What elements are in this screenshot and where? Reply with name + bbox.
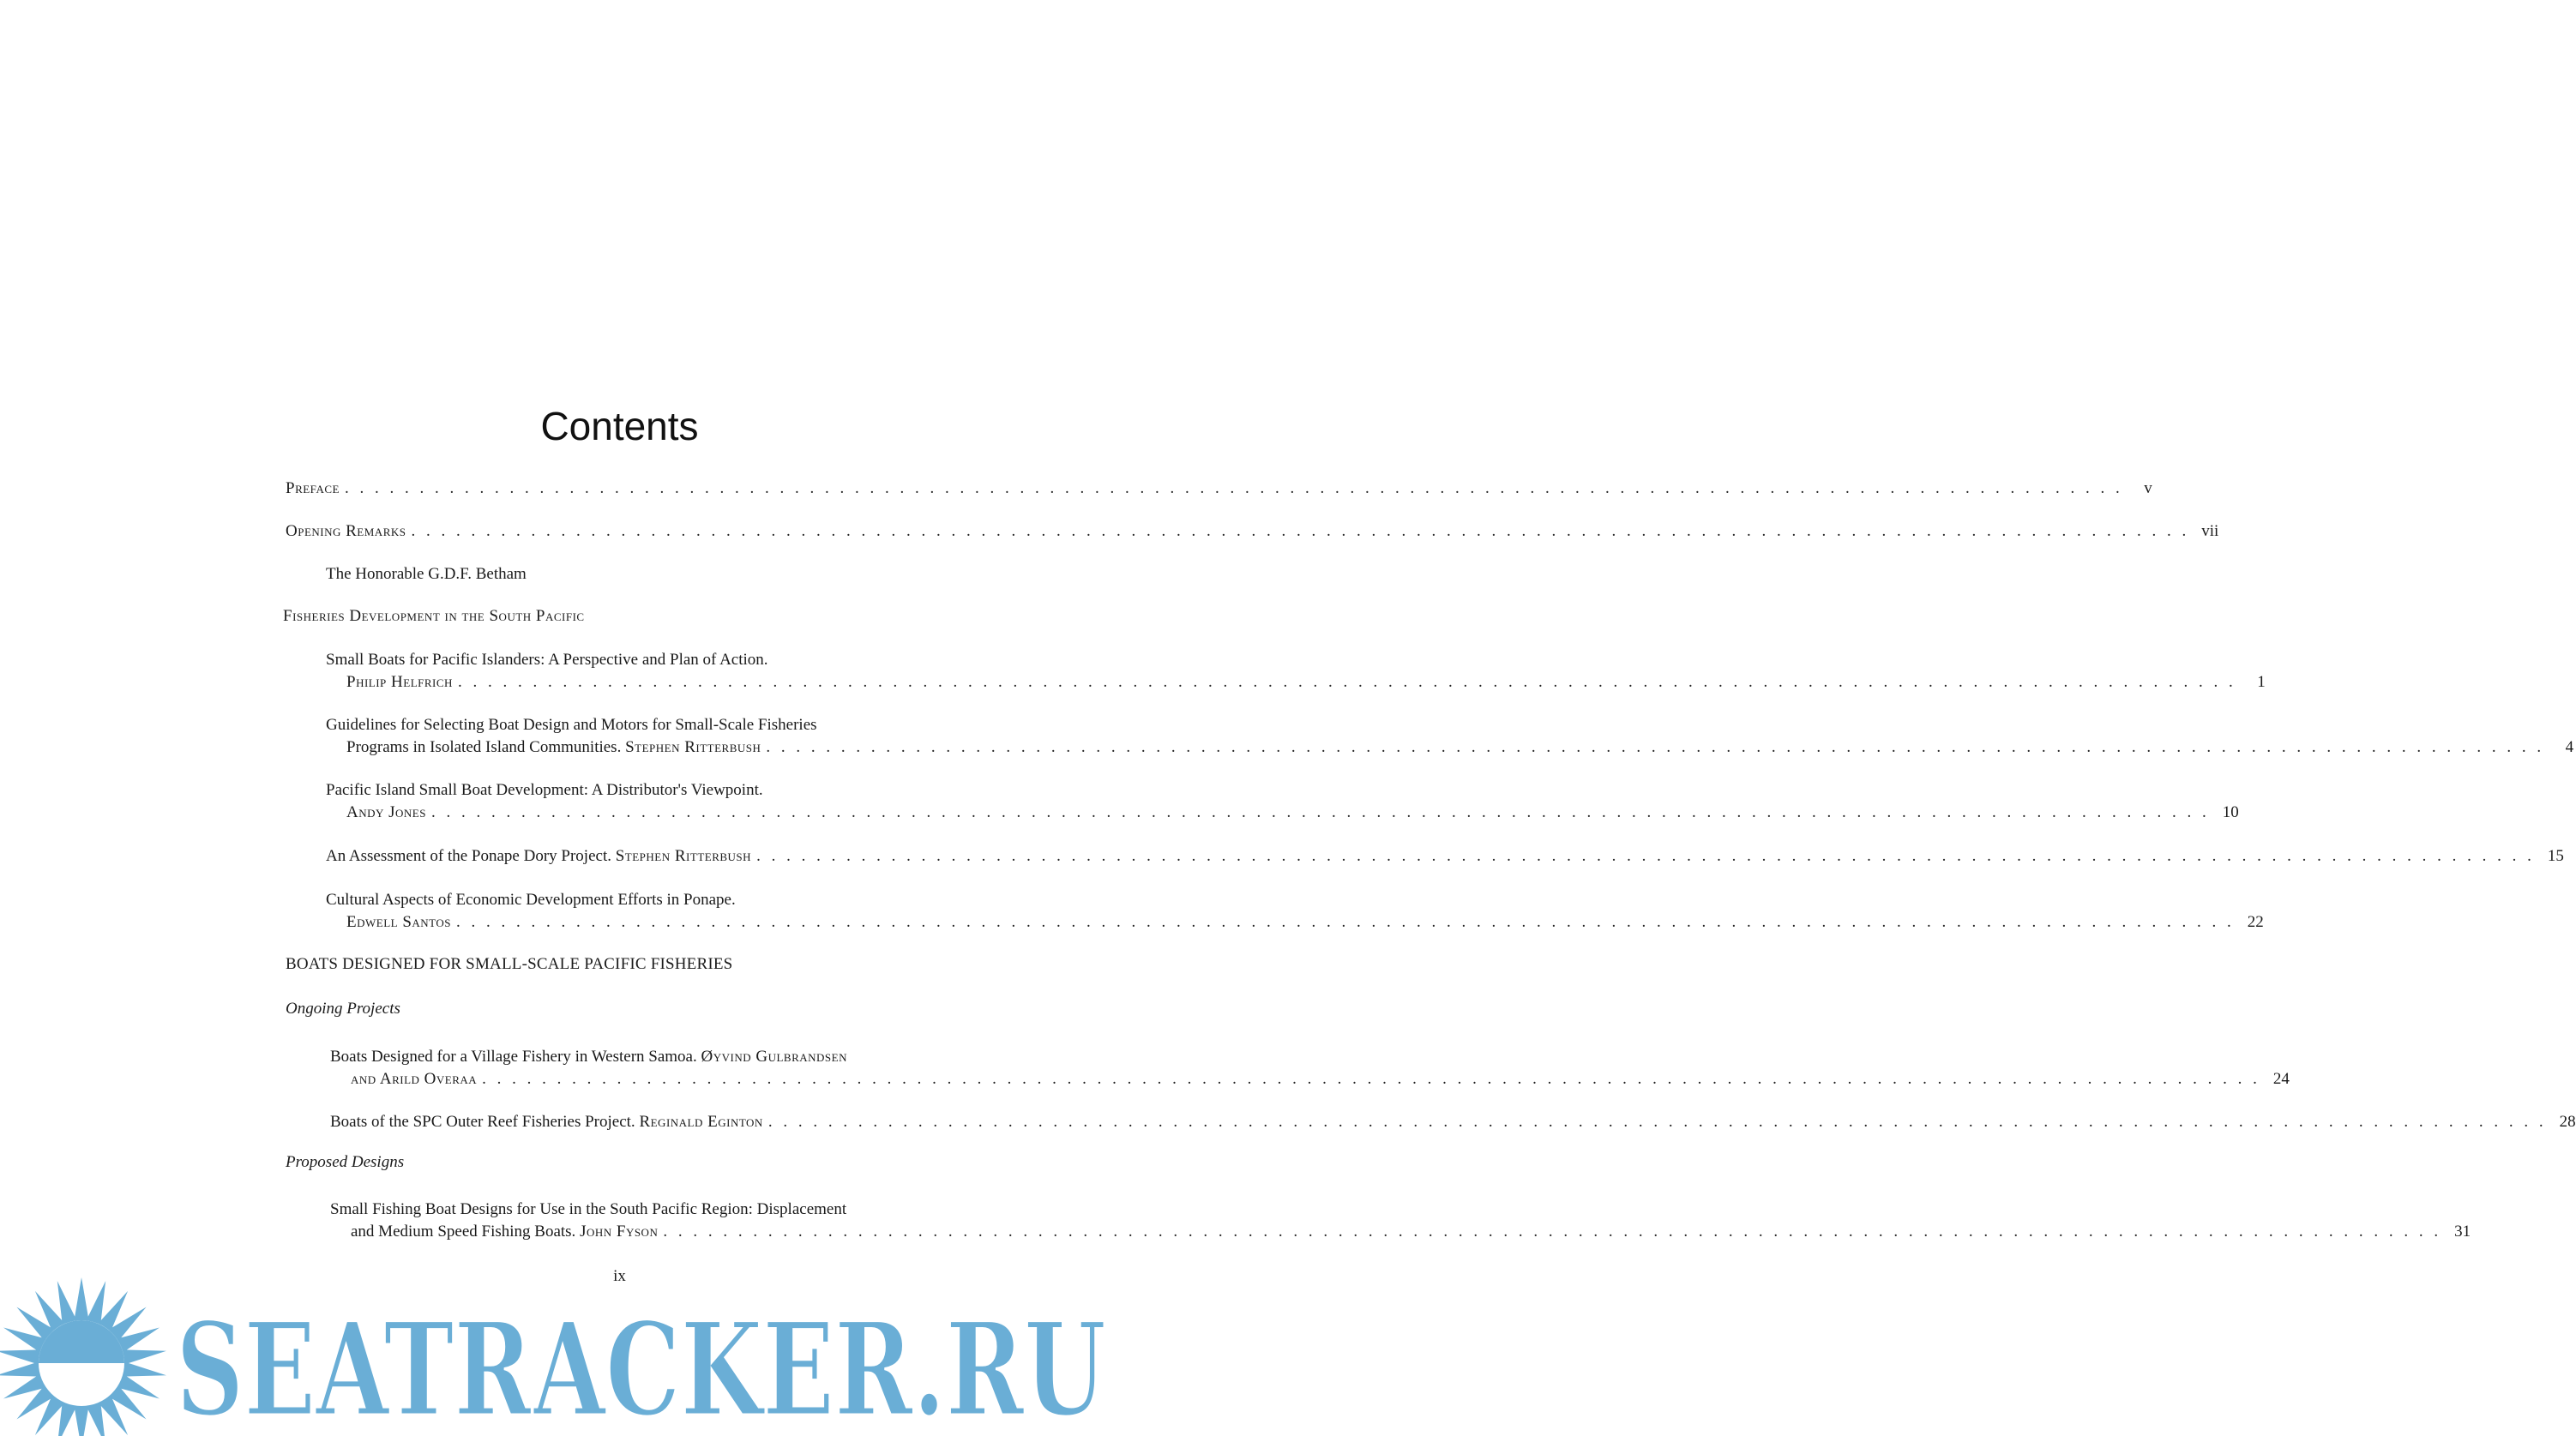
toc-page: 31 bbox=[2454, 1223, 2471, 1241]
toc-page: 24 bbox=[2272, 1070, 2290, 1088]
toc-entry-preface[interactable] bbox=[286, 478, 2152, 500]
toc-author: Øyvind Gulbrandsen bbox=[701, 1048, 847, 1066]
toc-page: 22 bbox=[2247, 913, 2264, 931]
toc-label: Preface bbox=[286, 479, 340, 497]
toc-author: Stephen Ritterbush bbox=[615, 847, 752, 865]
toc-page: v bbox=[2144, 479, 2152, 497]
toc-page: 15 bbox=[2547, 847, 2564, 865]
toc-title: An Assessment of the Ponape Dory Project. bbox=[326, 847, 611, 865]
toc-entry-ritterbush-guidelines[interactable] bbox=[326, 714, 2574, 759]
toc-page: vii bbox=[2201, 522, 2219, 540]
leader-dots bbox=[766, 736, 2544, 759]
toc-title: Small Fishing Boat Designs for Use in the South Pacific Region: Displacement bbox=[330, 1200, 847, 1218]
leader-dots bbox=[456, 911, 2235, 934]
leader-dots bbox=[482, 1068, 2260, 1091]
leader-dots bbox=[768, 1111, 2547, 1133]
section-heading-fisheries: Fisheries Development in the South Pacific bbox=[283, 607, 585, 625]
section-heading-boats: BOATS DESIGNED FOR SMALL-SCALE PACIFIC FISHERIES bbox=[286, 955, 733, 973]
page-title: Contents bbox=[540, 404, 699, 448]
toc-page: 1 bbox=[2257, 673, 2266, 691]
toc-entry-fyson[interactable] bbox=[330, 1199, 2471, 1243]
page-number: ix bbox=[613, 1267, 626, 1285]
toc-entry-ponape-dory[interactable] bbox=[326, 845, 2564, 868]
toc-title: Boats Designed for a Village Fishery in Western Samoa. bbox=[330, 1048, 697, 1066]
leader-dots bbox=[412, 520, 2190, 543]
toc-title: Guidelines for Selecting Boat Design and Motors for Small-Scale Fisheries bbox=[326, 716, 817, 734]
leader-dots bbox=[458, 671, 2236, 694]
toc-label: Opening Remarks bbox=[286, 522, 406, 540]
leader-dots bbox=[663, 1221, 2441, 1243]
toc-page: 28 bbox=[2559, 1113, 2576, 1131]
toc-entry-gulbrandsen[interactable] bbox=[330, 1046, 2290, 1091]
toc-title: Small Boats for Pacific Islanders: A Perspective and Plan of Action. bbox=[326, 651, 768, 669]
toc-author: John Fyson bbox=[580, 1223, 659, 1241]
toc-title-cont: and Medium Speed Fishing Boats. bbox=[351, 1223, 576, 1241]
leader-dots bbox=[756, 845, 2535, 868]
toc-title-cont: Programs in Isolated Island Communities. bbox=[346, 738, 622, 756]
toc-title: Pacific Island Small Boat Development: A Distributor's Viewpoint. bbox=[326, 781, 763, 799]
watermark-text: SEATRACKER.RU bbox=[176, 1295, 1106, 1436]
sun-burst-icon bbox=[0, 1277, 166, 1436]
toc-page: 10 bbox=[2222, 803, 2239, 821]
toc-entry-jones[interactable] bbox=[326, 779, 2239, 824]
toc-author: Reginald Eginton bbox=[639, 1113, 763, 1131]
watermark bbox=[0, 1269, 1115, 1436]
toc-title: Boats of the SPC Outer Reef Fisheries Project. bbox=[330, 1113, 635, 1131]
leader-dots bbox=[345, 478, 2123, 500]
toc-author: Stephen Ritterbush bbox=[625, 738, 761, 756]
leader-dots bbox=[431, 802, 2210, 824]
subsection-ongoing-projects: Ongoing Projects bbox=[286, 1000, 400, 1018]
toc-page: 4 bbox=[2565, 738, 2574, 756]
toc-author: Philip Helfrich bbox=[346, 673, 453, 691]
subsection-proposed-designs: Proposed Designs bbox=[286, 1153, 405, 1171]
toc-subentry-betham: The Honorable G.D.F. Betham bbox=[326, 565, 527, 583]
toc-title: Cultural Aspects of Economic Development Efforts in Ponape. bbox=[326, 891, 736, 909]
toc-entry-opening-remarks[interactable] bbox=[286, 520, 2219, 543]
toc-entry-eginton[interactable] bbox=[330, 1111, 2576, 1133]
toc-author-cont: and Arild Overaa bbox=[351, 1070, 478, 1088]
toc-entry-helfrich[interactable] bbox=[326, 649, 2266, 694]
toc-author: Edwell Santos bbox=[346, 913, 452, 931]
toc-entry-santos[interactable] bbox=[326, 889, 2264, 934]
toc-author: Andy Jones bbox=[346, 803, 426, 821]
